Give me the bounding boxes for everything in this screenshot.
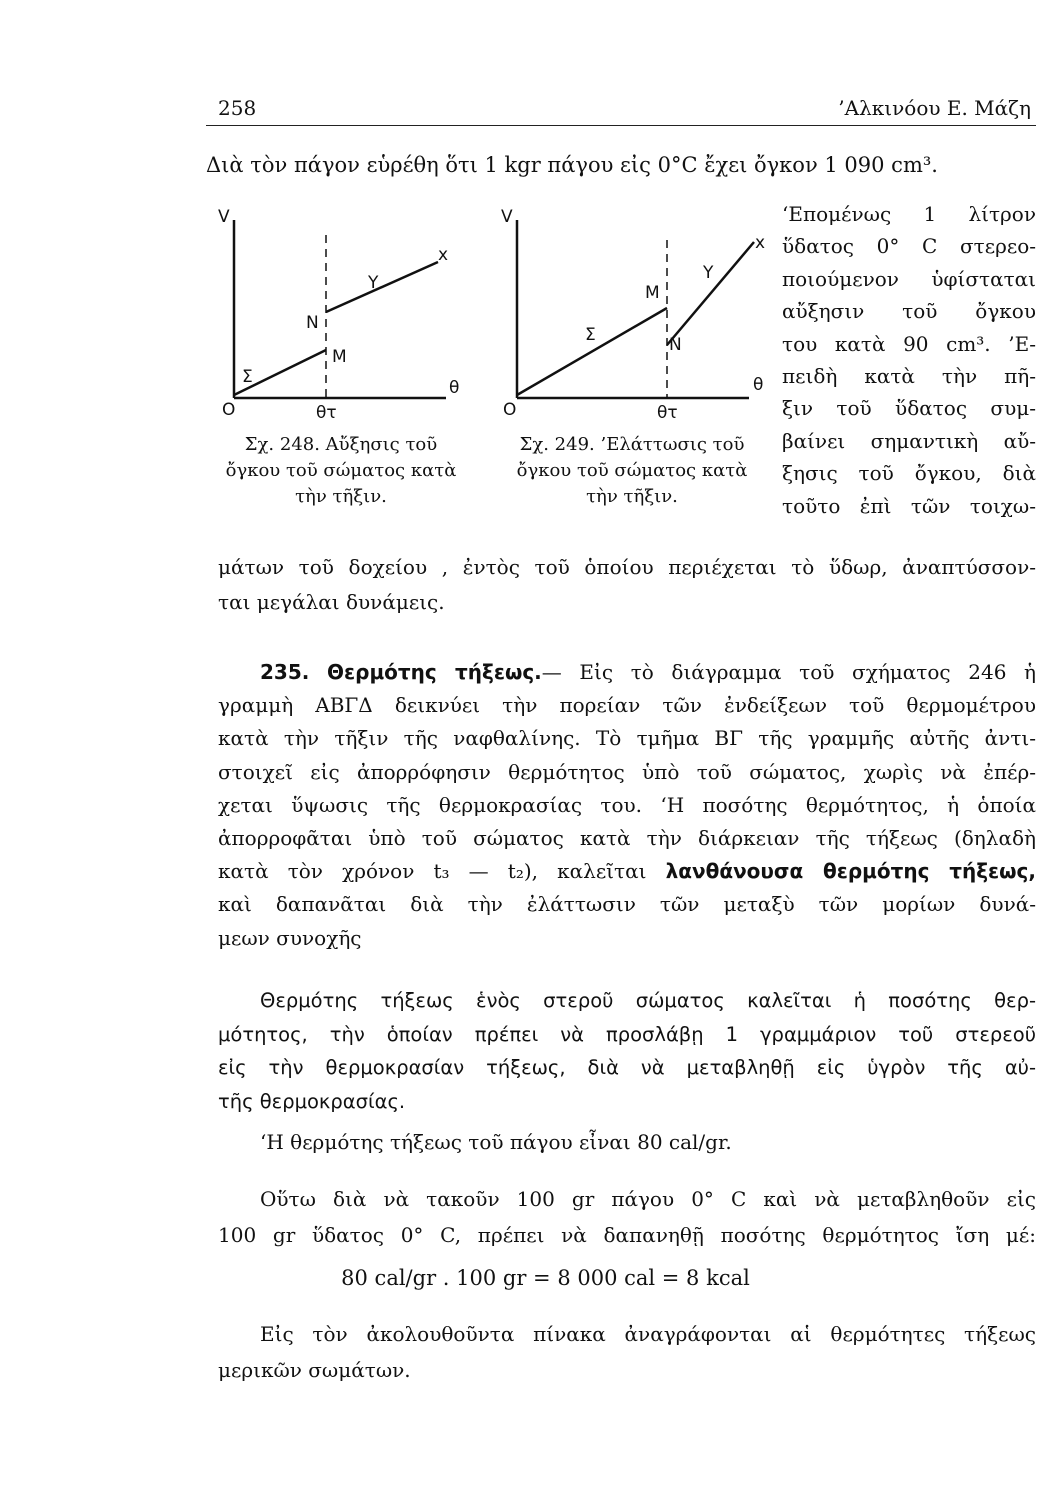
text-line: Εἰς τὸν ἀκολουθοῦντα πίνακα ἀναγράφονται αἱ θερμότητες τήξεως [260,1322,1036,1346]
fig249-theta-label: θ [753,375,764,395]
fig249-axis-v-label: V [501,207,513,227]
figure-249 [497,200,772,430]
fig249-sigma-label: Σ [585,325,596,345]
text-line: ὕδατος 0° C στερεο- [782,234,1036,259]
text-line: κατὰ τὴν τῆξιν τῆς ναφθαλίνης. Τὸ τμῆμα ΒΓ τῆς γραμμῆς αὐτῆς ἀντι- [218,726,1036,751]
latent-heat-term: λανθάνουσα θερμότης τήξεως, [665,859,1036,884]
text-line: μεων συνοχῆς [218,925,362,950]
text-line: βαίνει σημαντικὴ αὔ- [782,428,1036,453]
section-235 [218,656,1036,955]
text-line: 100 gr ὕδατος 0° C, πρέπει νὰ δαπανηθῇ ποσότης θερμότητος ἴση μέ: [218,1223,1036,1247]
text-line: χεται ὕψωσις τῆς θερμοκρασίας του. ‘Η ποσότης θερμότητος, ἡ ὁποία [218,792,1036,817]
fig249-theta-t-label: θτ [657,403,678,423]
fig248-n-label: N [306,313,319,333]
text-line: τῆς θερμοκρασίας. [218,1089,406,1113]
intro-line: Διὰ τὸν πάγον εὑρέθη ὅτι 1 kgr πάγου εἰς 0°C ἔχει ὄγκον 1 090 cm³. [206,153,938,177]
fig248-theta-label: θ [449,378,460,398]
figure-249-caption [492,432,772,510]
text-line: Θερμότης τήξεως ἑνὸς στεροῦ σώματος καλεῖται ἡ ποσότης θερ- [260,989,1036,1012]
fig249-liquid-segment [667,242,754,345]
section-line1-rest: — Εἰς τὸ διάγραμμα τοῦ σχήματος 246 ἡ [541,660,1037,684]
fig249-m-label: M [645,283,660,303]
text-line: ‘Επομένως 1 λίτρον [782,202,1036,226]
running-header-author: ’Αλκινόου Ε. Μάζη [838,96,1031,120]
fig248-liquid-segment [326,262,438,312]
header-rule [206,125,1036,126]
fig248-y-label: Y [368,273,379,293]
text-line: μότητος, τὴν ὁποίαν πρέπει νὰ προσλάβῃ 1 γραμμάριον τοῦ στερεοῦ [218,1022,1036,1046]
fig248-x-label: x [438,245,449,265]
text-line: τοῦτο ἐπὶ τῶν τοιχω- [782,493,1036,518]
text-line: ξιν τοῦ ὕδατος συμ- [782,396,1036,421]
line7-start: κατὰ τὸν χρόνον t₃ — t₂), καλεῖται [218,859,666,884]
text-line: αὔξησιν τοῦ ὄγκου [782,299,1036,324]
fig249-n-label: N [669,335,682,355]
definition-paragraph [218,984,1036,1118]
fig249-y-label: Y [703,263,714,283]
closing-paragraph [218,1316,1036,1388]
text-line: γραμμὴ ΑΒΓΔ δεικνύει τὴν πορείαν τῶν ἐνδείξεων τοῦ θερμομέτρου [218,693,1036,718]
page-number: 258 [218,96,257,120]
text-line: μάτων τοῦ δοχείου , ἐντὸς τοῦ ὁποίου περιέχεται τὸ ὕδωρ, ἀναπτύσσον- [218,555,1036,579]
caption-line: Σχ. 248. Αὔξησις τοῦ [244,434,438,455]
fig249-origin-label: O [503,400,517,420]
caption-line: Σχ. 249. ’Ελάττωσις τοῦ [519,434,745,455]
paragraph-continuation [218,550,1036,620]
figure-248 [216,200,466,430]
section-first-line [218,656,1036,689]
ice-heat-line: ‘Η θερμότης τήξεως τοῦ πάγου εἶναι 80 cal/gr. [260,1130,732,1154]
caption-line: ὄγκου τοῦ σώματος κατὰ [516,460,748,481]
section-number: 235. [260,660,310,684]
side-text-column [782,198,1036,522]
fig248-m-label: M [332,347,347,367]
fig249-solid-segment [517,308,667,395]
text-line: ξησις τοῦ ὄγκου, διὰ [782,461,1036,486]
example-paragraph [218,1181,1036,1253]
fig249-x-label: x [755,233,766,253]
fig248-theta-t-label: θτ [316,403,337,423]
text-line: πειδὴ κατὰ τὴν πῆ- [782,364,1036,389]
text-line: στοιχεῖ εἰς ἀπορρόφησιν θερμότητος ὑπὸ τοῦ σώματος, χωρὶς νὰ ἐπέρ- [218,759,1036,784]
fig248-axis-v-label: V [218,207,230,227]
caption-line: ὄγκου τοῦ σώματος κατὰ [225,460,457,481]
text-line: εἰς τὴν θερμοκρασίαν τήξεως, διὰ νὰ μεταβληθῇ εἰς ὑγρὸν τῆς αὐ- [218,1056,1036,1079]
text-line: ται μεγάλαι δυνάμεις. [218,590,445,614]
figure-248-caption [216,432,466,510]
section-title: Θερμότης τήξεως. [327,660,542,684]
fig248-origin-label: O [222,400,236,420]
equation: 80 cal/gr . 100 gr = 8 000 cal = 8 kcal [341,1266,750,1290]
text-line [218,855,1036,888]
caption-line: τὴν τῆξιν. [295,486,387,507]
text-line: ποιούμενον ὑφίσταται [782,266,1036,291]
text-line: καὶ δαπανᾶται διὰ τὴν ἐλάττωσιν τῶν μεταξὺ τῶν μορίων δυνά- [218,892,1036,917]
text-line: του κατὰ 90 cm³. ’Ε- [782,331,1036,356]
caption-line: τὴν τῆξιν. [586,486,678,507]
text-line: μερικῶν σωμάτων. [218,1358,411,1382]
text-line: ἀπορροφᾶται ὑπὸ τοῦ σώματος κατὰ τὴν διάρκειαν τῆς τήξεως (δηλαδὴ [218,826,1036,851]
text-line: Οὕτω διὰ νὰ τακοῦν 100 gr πάγου 0° C καὶ νὰ μεταβληθοῦν εἰς [260,1187,1036,1211]
fig248-sigma-label: Σ [242,367,253,387]
